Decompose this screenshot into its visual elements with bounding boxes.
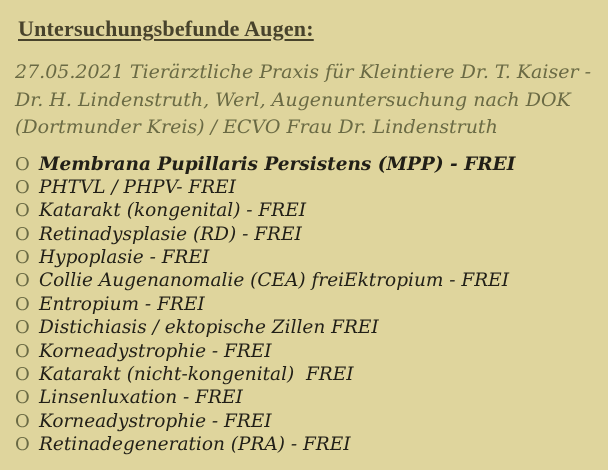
bullet-o-marker: O bbox=[15, 176, 30, 198]
finding-text: Linsenluxation - FREI bbox=[39, 387, 243, 409]
bullet-o-marker: O bbox=[15, 200, 30, 222]
finding-text: Katarakt (kongenital) - FREI bbox=[39, 200, 307, 222]
finding-text: Korneadystrophie - FREI bbox=[39, 340, 272, 362]
list-item bbox=[15, 364, 594, 387]
list-item bbox=[15, 247, 594, 270]
exam-subtitle: 27.05.2021 Tierärztliche Praxis für Kleintiere Dr. T. Kaiser - Dr. H. Lindenstruth, Werl, Augenuntersuchung nach DOK (Dortmunder Kreis) / ECVO Frau Dr. Lindenstruth bbox=[15, 61, 591, 138]
bullet-o-marker: O bbox=[15, 223, 30, 245]
bullet-o-marker: O bbox=[15, 317, 30, 339]
list-item bbox=[15, 341, 594, 364]
findings-list bbox=[15, 154, 594, 458]
finding-text: Distichiasis / ektopische Zillen FREI bbox=[39, 317, 379, 339]
list-item bbox=[15, 317, 594, 340]
list-item bbox=[15, 294, 594, 317]
finding-text: Hypoplasie - FREI bbox=[39, 247, 210, 269]
list-item bbox=[15, 177, 594, 200]
list-item bbox=[15, 434, 594, 457]
finding-text: Entropium - FREI bbox=[39, 293, 205, 315]
finding-text: Membrana Pupillaris Persistens (MPP) - FREI bbox=[39, 153, 516, 175]
list-item bbox=[15, 270, 594, 293]
bullet-o-marker: O bbox=[15, 410, 30, 432]
bullet-o-marker: O bbox=[15, 434, 30, 456]
list-item bbox=[15, 224, 594, 247]
bullet-o-marker: O bbox=[15, 153, 30, 175]
list-item bbox=[15, 200, 594, 223]
finding-text: Korneadystrophie - FREI bbox=[39, 410, 272, 432]
finding-text: PHTVL / PHPV- FREI bbox=[39, 176, 236, 198]
bullet-o-marker: O bbox=[15, 247, 30, 269]
finding-text: Retinadysplasie (RD) - FREI bbox=[39, 223, 302, 245]
bullet-o-marker: O bbox=[15, 293, 30, 315]
list-item bbox=[15, 154, 594, 177]
bullet-o-marker: O bbox=[15, 364, 30, 386]
list-item bbox=[15, 387, 594, 410]
bullet-o-marker: O bbox=[15, 340, 30, 362]
finding-text: Retinadegeneration (PRA) - FREI bbox=[39, 434, 351, 456]
bullet-o-marker: O bbox=[15, 270, 30, 292]
page-title: Untersuchungsbefunde Augen: bbox=[18, 16, 314, 41]
finding-text: Katarakt (nicht-kongenital) FREI bbox=[39, 364, 354, 386]
list-item bbox=[15, 411, 594, 434]
finding-text: Collie Augenanomalie (CEA) freiEktropium - FREI bbox=[39, 270, 509, 292]
bullet-o-marker: O bbox=[15, 387, 30, 409]
